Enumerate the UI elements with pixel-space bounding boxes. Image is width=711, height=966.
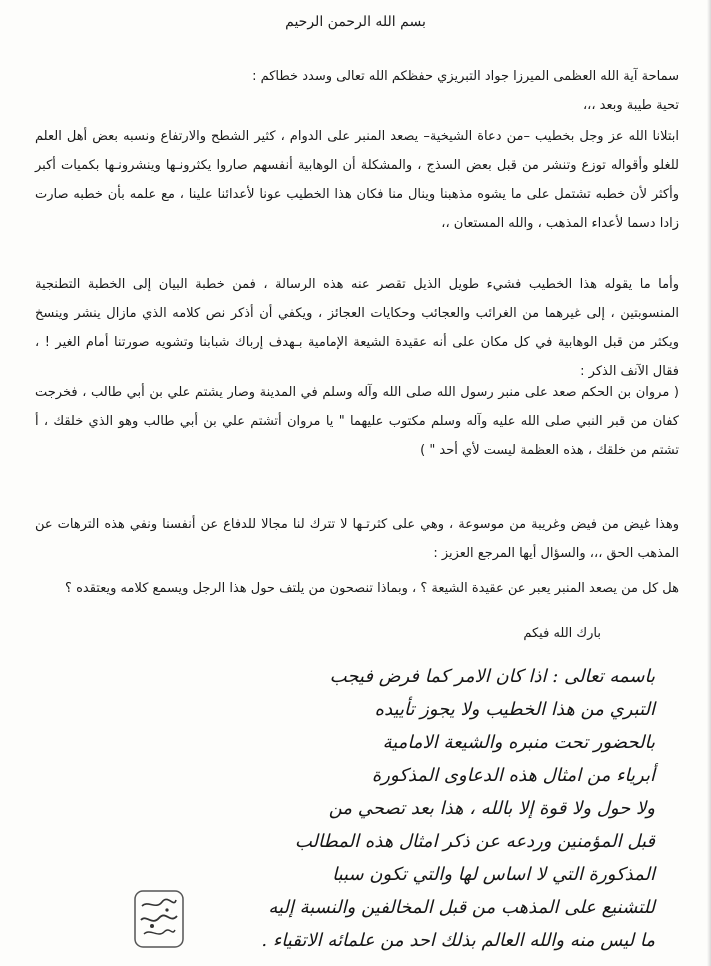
letter-question: هل كل من يصعد المنبر يعبر عن عقيدة الشيعة ؟ ، وبماذا تنصحون من يلتف حول هذا الرجل ويسمع كلامه ويعتقده ؟ (65, 581, 679, 596)
letter-closing: بارك الله فيكم (523, 626, 601, 641)
answer-line: قبل المؤمنين وردعه عن ذكر امثال هذه المطالب (294, 831, 655, 852)
handwritten-answer (195, 660, 655, 957)
seal-script-stroke (144, 930, 175, 934)
letter-paragraph: ابتلانا الله عز وجل بخطيب –من دعاة الشيخية– يصعد المنبر على الدوام ، كثير الشطح والارتفاع ونسبه بعض أهل العلم للغلو وأقواله توزع وتنشر من قبل بعض السذج ، والمشكلة أن الوهابية أنفسهم صاروا يكثرونـها وينشرونـها بكميات أكبر وأكثر لأن خطبه تشتمل على ما يشوه مذهبنا وينال منا فكان هذا الخطيب عونا لأعدائنا علينا ، مع علمه بأن خطبه صارت زادا دسما لأعداء المذهب ، والله المستعان ،، (35, 129, 679, 231)
seal-script-stroke (142, 899, 176, 906)
answer-line: للتشنيع على المذهب من قبل المخالفين والنسبة إليه (268, 897, 655, 918)
answer-line: ولا حول ولا قوة إلا بالله ، هذا بعد تصحي من (328, 798, 655, 819)
letter-quote-paragraph: ( مروان بن الحكم صعد على منبر رسول الله صلى الله وآله وسلم في المدينة وصار يشتم علي بن أبي طالب ، فخرجت كفان من قبر النبي صلى الله عليه وآله وسلم مكتوب عليهما " يا مروان أتشتم علي بن أبي طالب وهو الذي خلقك ، أ تشتم من خلقك ، هذه العظمة ليست لأي أحد " ) (35, 385, 679, 458)
letter-greeting: تحية طيبة وبعد ،،، (582, 98, 679, 113)
letter-address: سماحة آية الله العظمى الميرزا جواد التبريزي حفظكم الله تعالى وسدد خطاكم : (252, 69, 679, 84)
answer-line: المذكورة التي لا اساس لها والتي تكون سببا (332, 864, 655, 885)
basmala-heading: بسم الله الرحمن الرحيم (285, 14, 426, 30)
page-edge (707, 0, 711, 966)
seal-stamp (132, 888, 186, 950)
answer-line: ما ليس منه والله العالم بذلك احد من علمائه الاتقياء . (261, 930, 655, 951)
seal-script-stroke (141, 915, 177, 920)
answer-line: بالحضور تحت منبره والشيعة الامامية (382, 732, 655, 753)
answer-line: أبرياء من امثال هذه الدعاوى المذكورة (371, 765, 655, 786)
answer-line: التبري من هذا الخطيب ولا يجوز تأييده (374, 699, 655, 720)
seal-dot (150, 924, 154, 928)
letter-paragraph: وهذا غيض من فيض وغريبة من موسوعة ، وهي على كثرتـها لا تترك لنا مجالا للدفاع عن أنفسنا ونفي هذه الترهات عن المذهب الحق ،،، والسؤال أيها المرجع العزيز : (35, 517, 679, 561)
seal-dot (165, 908, 168, 911)
answer-line: باسمه تعالى : اذا كان الامر كما فرض فيجب (329, 666, 655, 687)
letter-paragraph: وأما ما يقوله هذا الخطيب فشيء طويل الذيل تقصر عنه هذه الرسالة ، فمن خطبة البيان إلى الخطبة التطنجية المنسوبتين ، إلى غيرهما من الغرائب والعجائب وحكايات العجائز ، ويكفي أن أذكر نص كلامه الذي مازال ينشر وينسخ ويكثر من قبل الوهابية في كل مكان على أنه عقيدة الشيعة الإمامية بـهدف إرباك شبابنا وتشويه صورتنا أمام الغير ! ، فقال الآنف الذكر : (35, 277, 679, 379)
